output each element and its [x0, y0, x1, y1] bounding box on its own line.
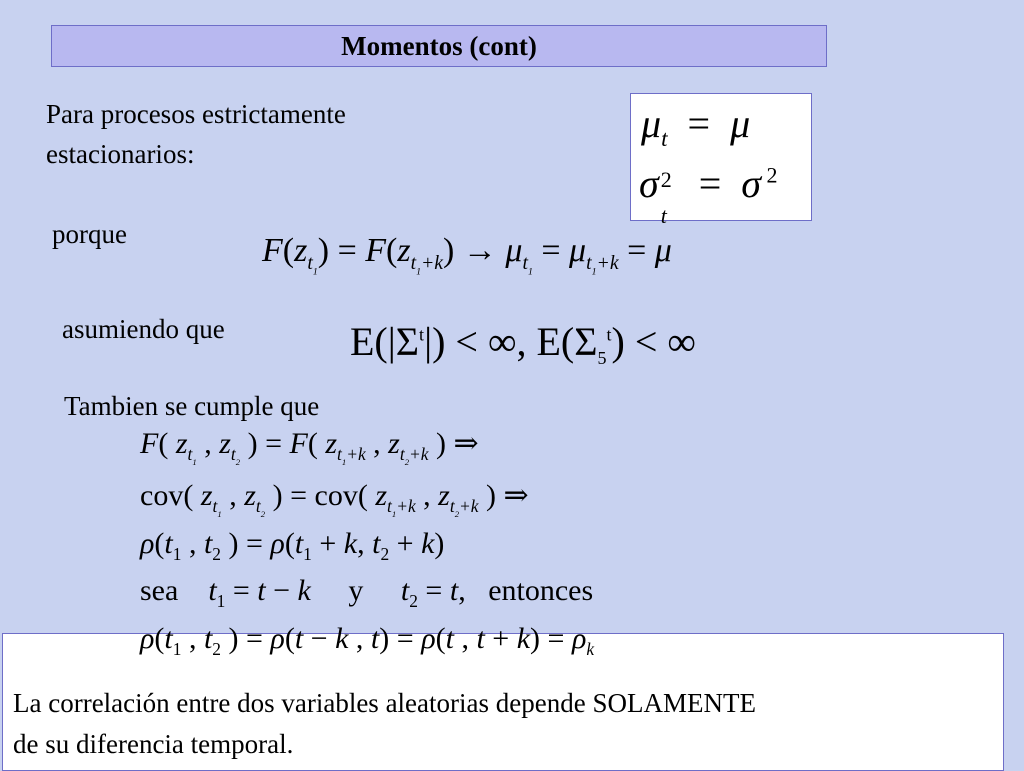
variance-equation: σ 2 t = σ $^2$ — [639, 161, 778, 228]
final-correlation-equation: $\rho(t_1$ , $t_2$ ) = ρ(t − k , t) = ρ(t , $t + k) = \rho_k$ — [140, 622, 595, 659]
tambien-label: Tambien se cumple que — [64, 391, 320, 421]
assumption-equation: $E(|\Sigma^t|)$ < ∞, $E(\Sigma_5^t)$ < ∞ — [350, 319, 696, 368]
asumiendo-label: asumiendo que — [62, 314, 225, 344]
intro-text-line-1: Para procesos estrictamente — [46, 99, 346, 129]
stationary-moments-box — [630, 93, 812, 228]
slide-title-bar — [51, 25, 827, 67]
intro-text-line-2: estacionarios: — [46, 139, 195, 169]
substitution-equation: sea $t_1 = t - k$ y $t_2 = t$, entonces — [140, 574, 594, 611]
conclusion-line-2: de su diferencia temporal. — [13, 729, 294, 759]
distribution-equation: $F(z_{t_1}) = F(z_{t_1+k}) \to \mu_{t_1} = \mu_{t_1+k} = \mu$ — [262, 232, 672, 278]
slide-title: Momentos (cont) — [341, 30, 537, 61]
covariance-equation: cov( $z_{t_1}$ , $z_{t_2}$ ) = cov( $z_{t_1+k}$ , $z_{t_2+k}$ ) ⇒ — [140, 479, 529, 519]
correlation-equation: $\rho(t_1$ , $t_2$ ) = $\rho(t_1 + k$, $t_2 + k$) — [140, 527, 445, 564]
porque-label: porque — [52, 219, 127, 249]
joint-distribution-equation: F( $z_{t_1}$ , $z_{t_2}$ ) = F( $z_{t_1+k}$ , $z_{t_2+k}$ ) ⇒ — [140, 427, 479, 467]
conclusion-line-1: La correlación entre dos variables aleatorias depende SOLAMENTE — [13, 688, 756, 718]
mean-equation: $\mu_t = \mu$ — [641, 101, 751, 152]
